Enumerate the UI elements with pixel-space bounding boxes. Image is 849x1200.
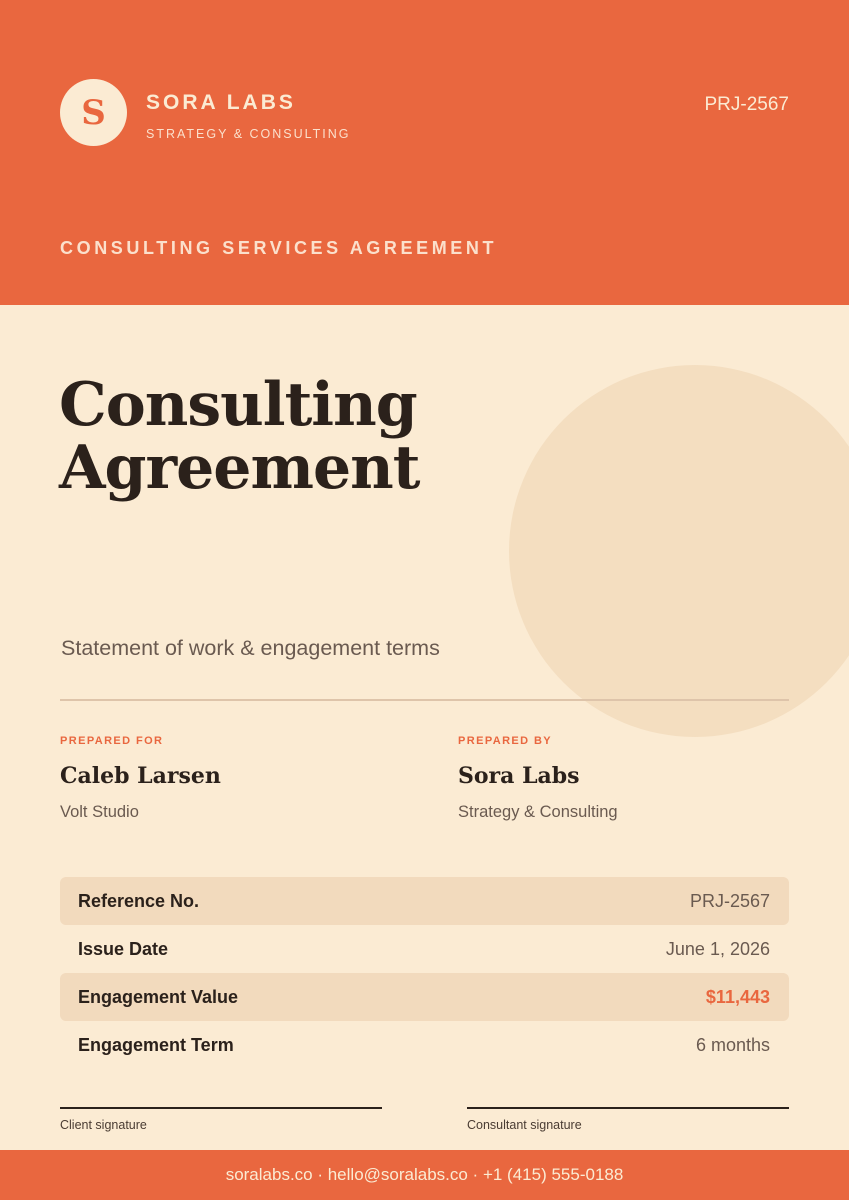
consultant-signature-line[interactable] bbox=[467, 1107, 789, 1109]
detail-label: Issue Date bbox=[78, 938, 169, 959]
brand-tagline: STRATEGY & CONSULTING bbox=[146, 127, 351, 141]
detail-value-highlight: $11,443 bbox=[705, 986, 770, 1007]
header-reference: PRJ-2567 bbox=[704, 94, 789, 115]
client-signature-line[interactable] bbox=[60, 1107, 382, 1109]
consultant-signature-label: Consultant signature bbox=[467, 1118, 582, 1132]
footer-band bbox=[0, 1150, 849, 1200]
detail-label: Reference No. bbox=[78, 890, 200, 911]
decorative-circle bbox=[509, 365, 849, 737]
divider bbox=[60, 699, 789, 701]
detail-row-issue-date bbox=[60, 925, 789, 973]
prepared-for-label: PREPARED FOR bbox=[60, 735, 164, 747]
prepared-by-label: PREPARED BY bbox=[458, 735, 553, 747]
title-line-1: Consulting bbox=[59, 370, 417, 440]
detail-label: Engagement Value bbox=[78, 986, 239, 1007]
header-band bbox=[0, 0, 849, 305]
detail-row-reference bbox=[60, 877, 789, 925]
detail-row-engagement-term bbox=[60, 1021, 789, 1069]
logo-mark bbox=[60, 79, 127, 146]
footer-contact: soralabs.co · hello@soralabs.co · +1 (415) 555-0188 bbox=[225, 1165, 624, 1184]
prepared-by-block bbox=[458, 735, 788, 822]
client-name: Caleb Larsen bbox=[60, 763, 221, 789]
detail-value: PRJ-2567 bbox=[689, 890, 770, 911]
client-signature-label: Client signature bbox=[60, 1118, 147, 1132]
consultant-org: Strategy & Consulting bbox=[458, 803, 618, 821]
page-title bbox=[59, 370, 499, 503]
detail-value: June 1, 2026 bbox=[665, 938, 770, 959]
brand-name: SORA LABS bbox=[146, 91, 296, 114]
detail-row-engagement-value bbox=[60, 973, 789, 1021]
detail-value: 6 months bbox=[695, 1034, 770, 1055]
title-line-2: Agreement bbox=[59, 433, 420, 503]
page-subtitle: Statement of work & engagement terms bbox=[61, 636, 440, 660]
logo-letter: S bbox=[81, 92, 106, 133]
detail-label: Engagement Term bbox=[78, 1034, 234, 1055]
client-signature-block[interactable] bbox=[60, 1107, 382, 1132]
consultant-signature-block[interactable] bbox=[467, 1107, 789, 1132]
prepared-for-block bbox=[60, 735, 390, 822]
details-table bbox=[60, 877, 789, 1069]
client-org: Volt Studio bbox=[60, 803, 139, 821]
consultant-name: Sora Labs bbox=[458, 763, 580, 789]
document-kicker: CONSULTING SERVICES AGREEMENT bbox=[60, 238, 498, 258]
